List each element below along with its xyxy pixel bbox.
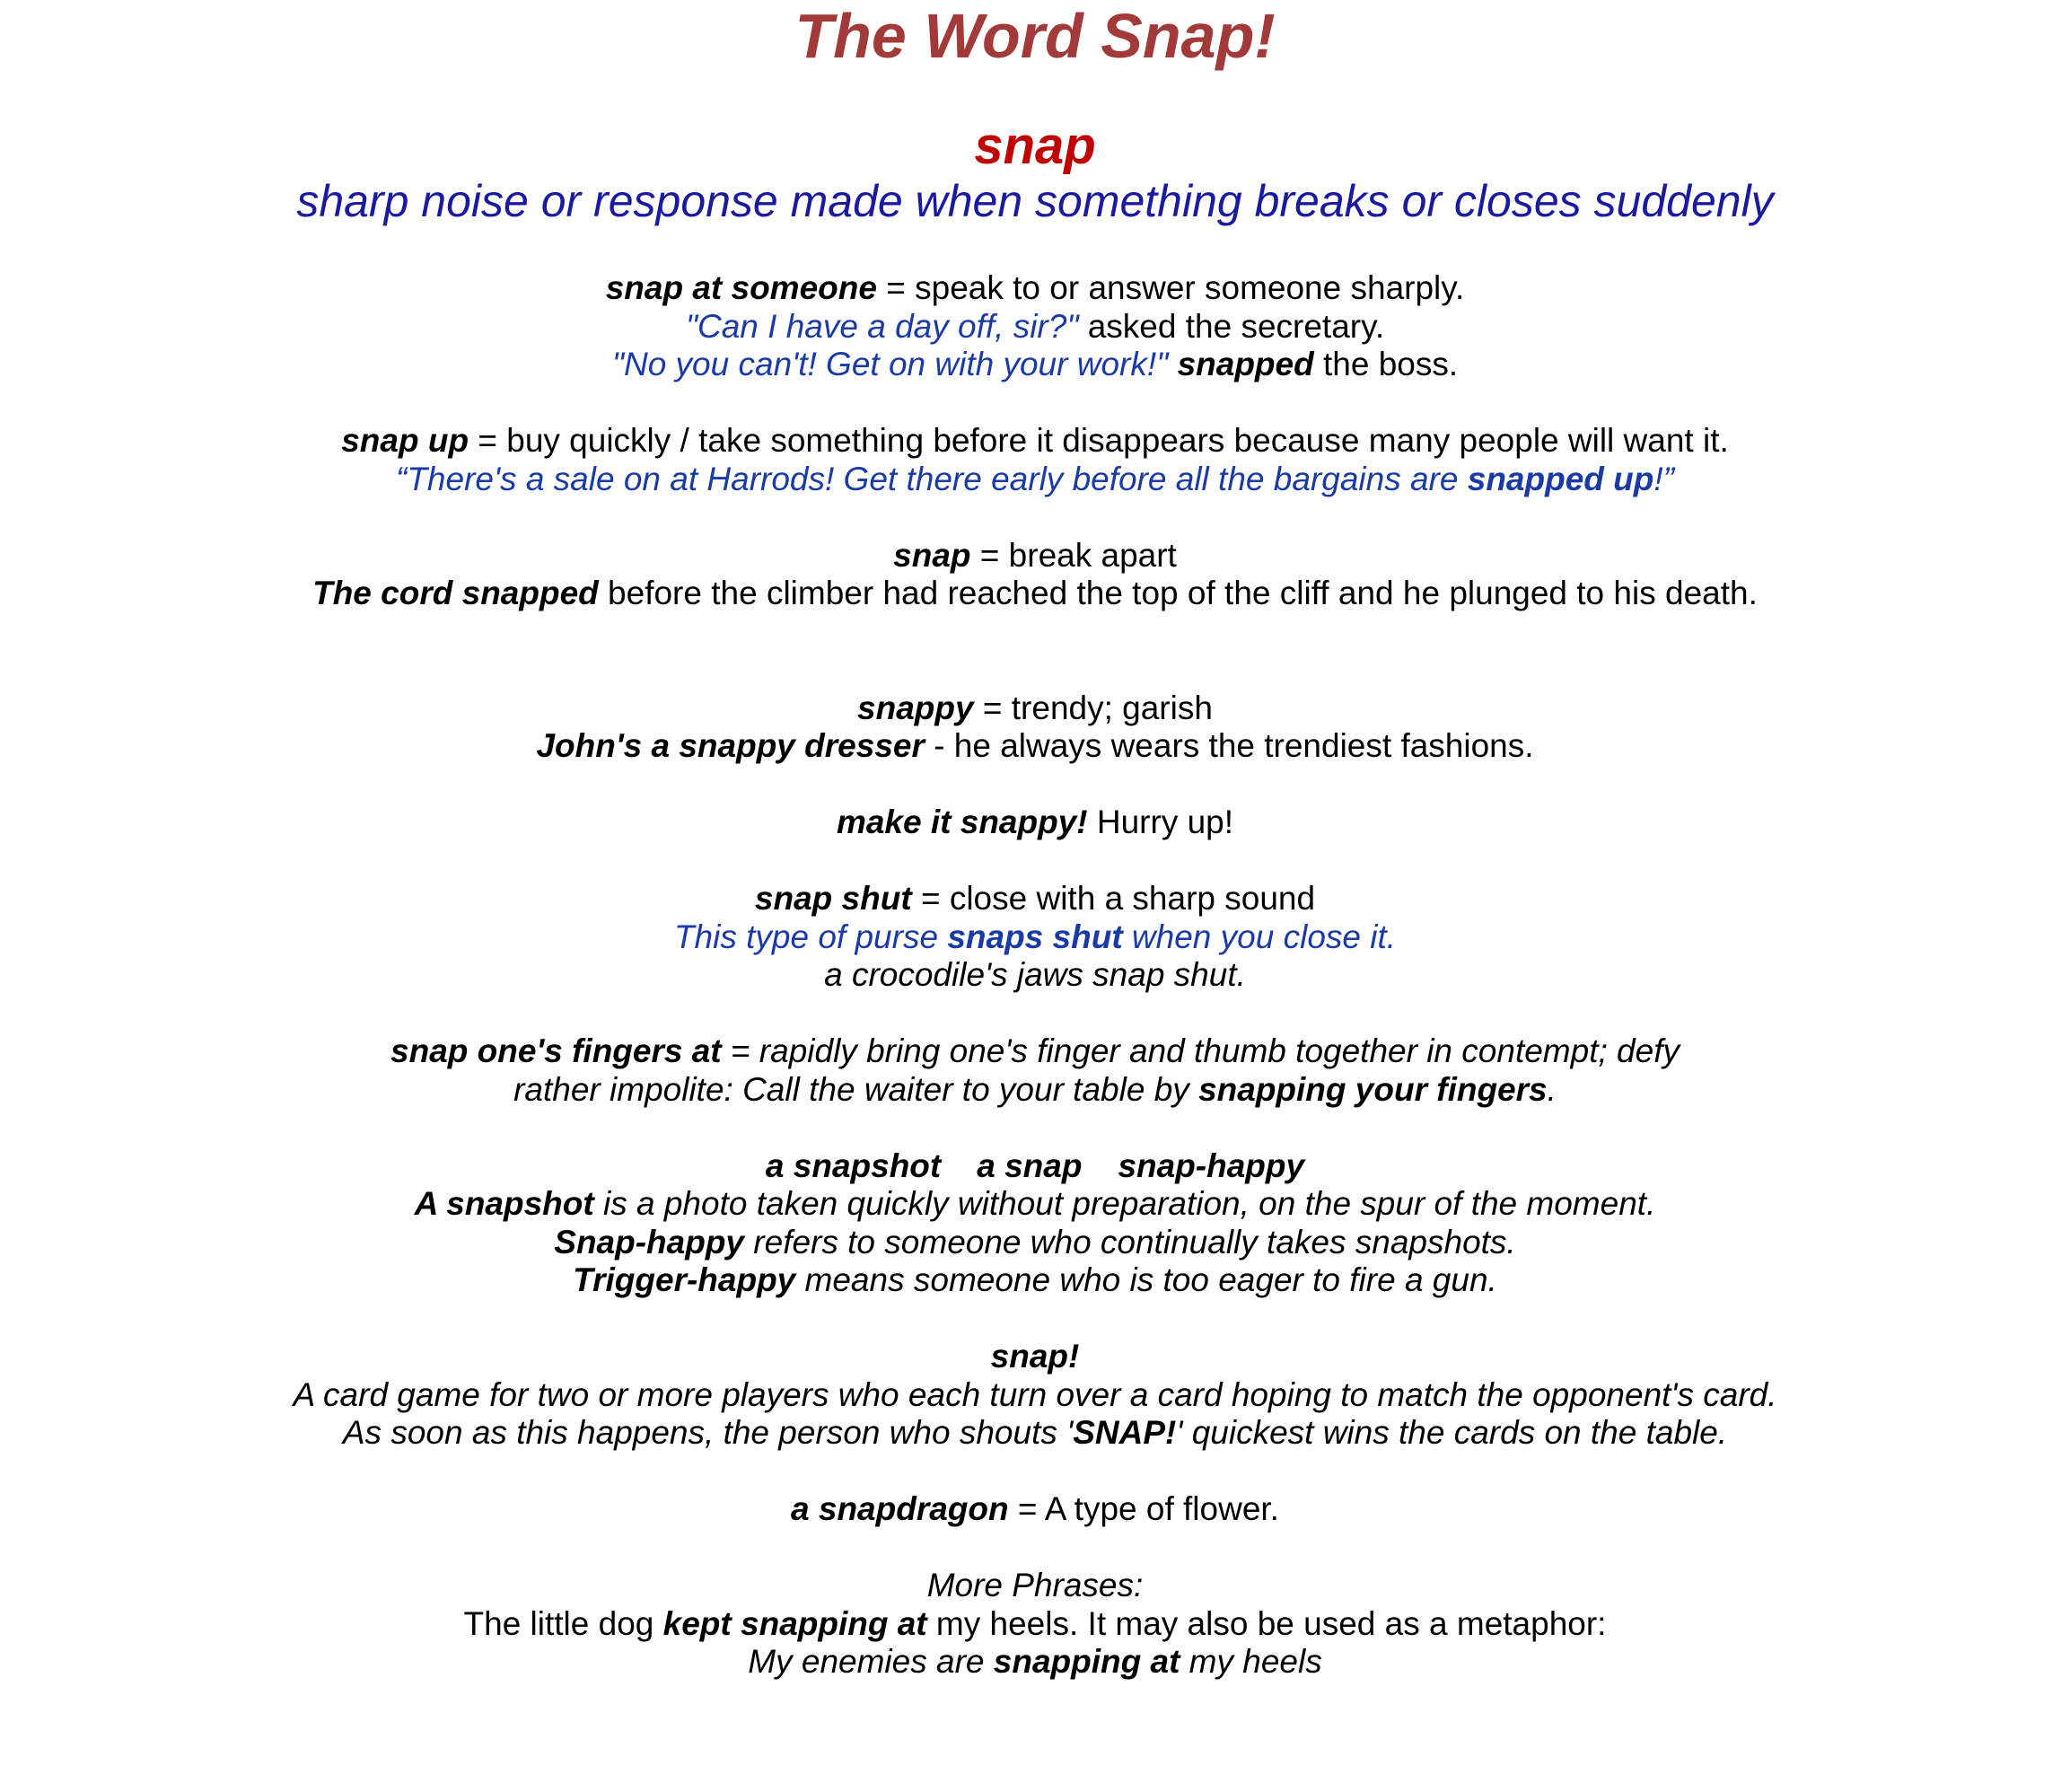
entry-definition: = rapidly bring one's finger and thumb together in contempt; defy <box>721 1032 1680 1069</box>
entry-term: snap one's fingers at <box>390 1032 722 1069</box>
entry-term: a snapshot <box>765 1146 942 1184</box>
example-text: my heels <box>1180 1643 1322 1680</box>
entry-definition: = trendy; garish <box>973 689 1213 726</box>
example-text: asked the secretary. <box>1078 307 1385 345</box>
entry-snap-at-example-1 <box>0 308 2070 347</box>
entry-snap-shut-example-2: a crocodile's jaws snap shut. <box>824 956 1246 993</box>
entry-snap-shut-example-1 <box>0 918 2070 957</box>
example-text: the boss. <box>1313 346 1459 382</box>
spacer <box>0 1109 2070 1147</box>
entry-snapshot-line-1 <box>0 1185 2070 1224</box>
more-phrases-line-2 <box>0 1643 2070 1682</box>
entry-definition: = buy quickly / take something before it disappears because many people will want it. <box>469 422 1729 459</box>
entry-term: a snap <box>977 1146 1083 1184</box>
example-bold: The cord snapped <box>312 575 599 611</box>
example-bold: snaps shut <box>947 918 1123 955</box>
entry-term: a snapdragon <box>791 1490 1009 1527</box>
more-phrases-heading: More Phrases: <box>926 1567 1144 1603</box>
example-bold: Snap-happy <box>554 1223 745 1261</box>
entry-make-it-snappy <box>0 804 2070 842</box>
entry-snapshot-line-2 <box>0 1224 2070 1262</box>
entry-snap-game-term <box>0 1338 2070 1376</box>
entry-snap-game-line-1: A card game for two or more players who each turn over a card hoping to match the opponent's card. <box>293 1375 1777 1413</box>
spacer <box>0 384 2070 423</box>
entry-term: snap shut <box>754 880 912 917</box>
entry-snap-at-example-2 <box>0 346 2070 384</box>
spacer <box>0 766 2070 804</box>
headword: snap <box>974 117 1096 175</box>
entry-definition: = A type of flower. <box>1008 1490 1279 1527</box>
entry-snap-break-example <box>0 575 2070 613</box>
example-text: my heels. It may also be used as a metaphor: <box>926 1604 1607 1642</box>
entry-snapshot-line-3 <box>0 1261 2070 1300</box>
example-bold: John's a snappy dresser <box>536 727 925 764</box>
entry-snappy-term-line <box>0 690 2070 728</box>
example-text: My enemies are <box>748 1643 994 1680</box>
example-bold: snapping at <box>993 1643 1180 1680</box>
entry-snap-game-line-2 <box>0 1414 2070 1453</box>
example-bold: snapped <box>1177 346 1314 382</box>
entry-snappy-example <box>0 727 2070 766</box>
spacer <box>0 1453 2070 1491</box>
spacer <box>0 613 2070 690</box>
entry-snapdragon <box>0 1490 2070 1529</box>
entry-term: snap at someone <box>605 269 877 306</box>
example-quote: "No you can't! Get on with your work!" <box>611 346 1169 382</box>
entry-definition: Hurry up! <box>1087 804 1234 840</box>
example-text: The little dog <box>463 1604 663 1642</box>
entry-term: snap! <box>990 1338 1080 1375</box>
spacer <box>0 1529 2070 1568</box>
spacer <box>0 995 2070 1033</box>
spacer <box>0 498 2070 537</box>
entries <box>0 269 2070 1682</box>
example-quote: "Can I have a day off, sir?" <box>685 307 1079 345</box>
example-text: This type of purse <box>673 918 948 955</box>
example-bold: kept snapping at <box>662 1604 927 1642</box>
entry-term: snap up <box>341 422 469 459</box>
headword-definition: sharp noise or response made when something breaks or closes suddenly <box>296 176 1774 226</box>
example-bold: snapped up <box>1467 460 1654 497</box>
example-text: when you close it. <box>1122 918 1397 955</box>
entry-snap-up-term-line <box>0 422 2070 461</box>
example-text: refers to someone who continually takes snapshots. <box>744 1223 1516 1261</box>
example-text: means someone who is too eager to fire a gun. <box>795 1261 1497 1298</box>
example-text: . <box>1547 1070 1557 1108</box>
example-text: before the climber had reached the top of the cliff and he plunged to his death. <box>598 575 1758 611</box>
example-text: As soon as this happens, the person who shouts ' <box>342 1414 1074 1451</box>
example-text: “There's a sale on at Harrods! Get there early before all the bargains are <box>396 460 1468 497</box>
entry-snap-fingers-example <box>0 1071 2070 1110</box>
entry-snap-break-term-line <box>0 537 2070 575</box>
entry-term: snappy <box>857 689 974 726</box>
entry-term: snap-happy <box>1118 1146 1305 1184</box>
example-bold: Trigger-happy <box>573 1261 796 1298</box>
entry-definition: = break apart <box>970 536 1177 574</box>
page-title: The Word Snap! <box>794 1 1276 71</box>
example-text: ' quickest wins the cards on the table. <box>1176 1414 1728 1451</box>
example-text: rather impolite: Call the waiter to your table by <box>513 1070 1199 1108</box>
entry-definition: = close with a sharp sound <box>911 880 1316 917</box>
example-bold: SNAP! <box>1073 1414 1177 1451</box>
entry-snapshot-terms <box>0 1147 2070 1186</box>
entry-snap-fingers-term-line <box>0 1032 2070 1071</box>
entry-term: make it snappy! <box>836 804 1088 840</box>
example-text: !” <box>1653 460 1674 497</box>
example-bold: A snapshot <box>414 1185 594 1222</box>
entry-snap-at-term-line <box>0 269 2070 308</box>
entry-snap-shut-term-line <box>0 880 2070 918</box>
example-bold: snapping your fingers <box>1198 1070 1548 1108</box>
spacer <box>0 842 2070 881</box>
example-text: is a photo taken quickly without preparation, on the spur of the moment. <box>593 1185 1656 1222</box>
spacer <box>0 1300 2070 1339</box>
example-text: - he always wears the trendiest fashions. <box>924 727 1534 764</box>
entry-term: snap <box>893 536 971 574</box>
entry-definition: = speak to or answer someone sharply. <box>876 269 1465 306</box>
entry-snap-up-example <box>0 461 2070 499</box>
more-phrases-line-1 <box>0 1605 2070 1644</box>
